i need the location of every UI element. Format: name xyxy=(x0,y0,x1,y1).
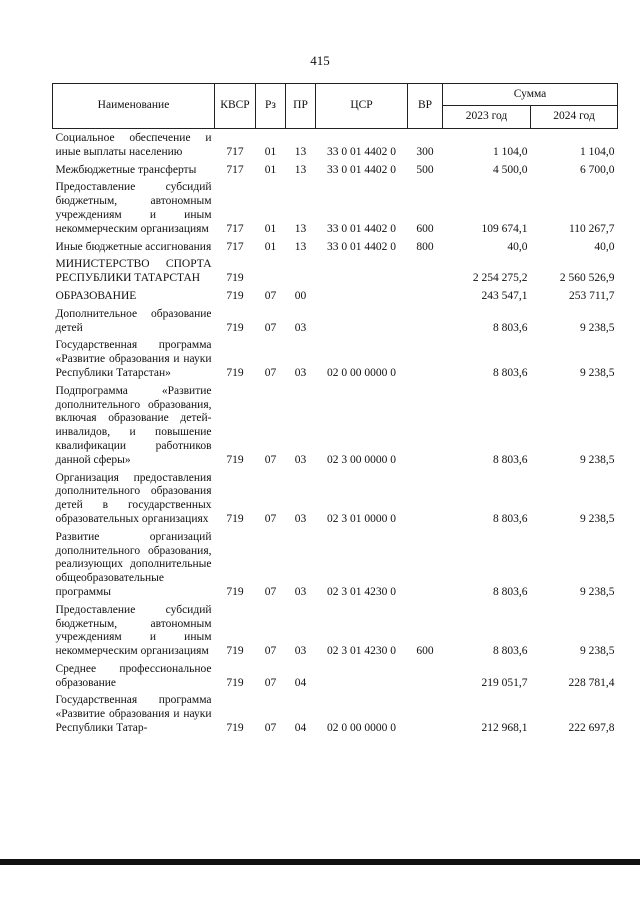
cell-pr: 03 xyxy=(294,321,307,334)
cell-kvsr: 719 xyxy=(226,585,244,598)
cell-pr: 13 xyxy=(294,145,307,158)
table-row xyxy=(53,238,618,256)
cell-pr: 13 xyxy=(294,222,307,235)
cell-csr: 33 0 01 4402 0 xyxy=(327,222,396,235)
table-header xyxy=(53,84,618,129)
cell-rz: 07 xyxy=(264,289,277,302)
cell-kvsr: 719 xyxy=(226,272,244,285)
header-sum: Сумма xyxy=(443,84,618,106)
cell-vr xyxy=(408,336,443,381)
cell-name: ОБРАЗОВАНИЕ xyxy=(55,289,137,302)
cell-pr: 13 xyxy=(294,163,307,176)
cell-sum-2023: 40,0 xyxy=(507,240,528,253)
table-body xyxy=(53,129,618,737)
cell-sum-2023: 1 104,0 xyxy=(493,145,528,158)
header-csr: ЦСР xyxy=(316,84,408,129)
cell-pr: 04 xyxy=(294,676,307,689)
cell-pr: 03 xyxy=(294,453,307,466)
cell-sum-2023: 8 803,6 xyxy=(493,453,528,466)
cell-sum-2023: 8 803,6 xyxy=(493,585,528,598)
cell-csr: 33 0 01 4402 0 xyxy=(327,163,396,176)
cell-sum-2024: 6 700,0 xyxy=(580,163,615,176)
cell-csr: 33 0 01 4402 0 xyxy=(327,145,396,158)
cell-rz: 01 xyxy=(264,145,277,158)
cell-sum-2024: 253 711,7 xyxy=(568,289,615,302)
cell-name: Развитие организаций дополнительного образования, реализующих дополнительные общеобразовательные программы xyxy=(55,530,212,598)
cell-pr: 03 xyxy=(294,366,307,379)
cell-sum-2023: 8 803,6 xyxy=(493,321,528,334)
cell-pr: 04 xyxy=(294,722,307,735)
header-year-2024: 2024 год xyxy=(531,106,618,129)
header-name: Наименование xyxy=(53,84,215,129)
cell-sum-2024: 228 781,4 xyxy=(568,676,615,689)
cell-rz: 01 xyxy=(264,240,277,253)
cell-sum-2024: 222 697,8 xyxy=(568,722,615,735)
bottom-scan-border xyxy=(0,859,640,865)
cell-rz xyxy=(256,255,286,287)
cell-rz: 07 xyxy=(264,722,277,735)
cell-kvsr: 719 xyxy=(226,366,244,379)
cell-name: Межбюджетные трансферты xyxy=(55,163,197,176)
cell-csr xyxy=(316,660,408,692)
cell-kvsr: 717 xyxy=(226,145,244,158)
cell-pr xyxy=(286,255,316,287)
cell-kvsr: 719 xyxy=(226,289,244,302)
cell-sum-2024: 9 238,5 xyxy=(580,512,615,525)
cell-name: Среднее профессиональное образование xyxy=(55,662,212,689)
cell-rz: 07 xyxy=(264,321,277,334)
cell-pr: 03 xyxy=(294,512,307,525)
header-pr: ПР xyxy=(286,84,316,129)
table-row xyxy=(53,178,618,237)
cell-sum-2023: 2 254 275,2 xyxy=(472,272,528,285)
cell-sum-2023: 109 674,1 xyxy=(481,222,528,235)
cell-sum-2024: 40,0 xyxy=(594,240,615,253)
cell-vr xyxy=(408,691,443,736)
cell-vr: 300 xyxy=(416,145,434,158)
table-row xyxy=(53,528,618,601)
cell-vr xyxy=(408,660,443,692)
cell-sum-2024: 110 267,7 xyxy=(568,222,615,235)
cell-rz: 01 xyxy=(264,163,277,176)
cell-name: Предоставление субсидий бюджетным, автономным учреждениям и иным некоммерческим организациям xyxy=(55,603,212,658)
cell-name: Социальное обеспечение и иные выплаты населению xyxy=(55,132,212,158)
cell-pr: 03 xyxy=(294,585,307,598)
cell-csr xyxy=(316,255,408,287)
cell-name: МИНИСТЕРСТВО СПОРТА РЕСПУБЛИКИ ТАТАРСТАН xyxy=(55,258,212,285)
cell-name: Государственная программа «Развитие образования и науки Республики Татар- xyxy=(55,694,212,735)
table-row xyxy=(53,660,618,692)
cell-csr: 02 3 01 4230 0 xyxy=(327,585,396,598)
cell-name: Организация предоставления дополнительного образования детей в государственных образовательных организациях xyxy=(55,471,212,525)
cell-vr xyxy=(408,305,443,337)
header-rz: Рз xyxy=(256,84,286,129)
cell-csr: 02 0 00 0000 0 xyxy=(327,366,396,379)
cell-kvsr: 719 xyxy=(226,645,244,658)
cell-sum-2023: 8 803,6 xyxy=(493,512,528,525)
cell-vr: 600 xyxy=(416,222,434,235)
table-row xyxy=(53,129,618,161)
cell-sum-2024: 2 560 526,9 xyxy=(559,272,615,285)
table-row xyxy=(53,601,618,660)
cell-name: Дополнительное образование детей xyxy=(55,307,212,334)
table-row xyxy=(53,469,618,528)
cell-kvsr: 717 xyxy=(226,240,244,253)
cell-pr: 03 xyxy=(294,645,307,658)
cell-rz: 07 xyxy=(264,676,277,689)
cell-sum-2024: 1 104,0 xyxy=(580,145,615,158)
cell-vr: 500 xyxy=(416,163,434,176)
cell-csr: 02 0 00 0000 0 xyxy=(327,722,396,735)
table-row xyxy=(53,161,618,179)
cell-rz: 07 xyxy=(264,645,277,658)
cell-vr xyxy=(408,469,443,528)
cell-kvsr: 719 xyxy=(226,676,244,689)
cell-rz: 07 xyxy=(264,512,277,525)
page-number: 415 xyxy=(310,53,330,68)
cell-csr xyxy=(316,305,408,337)
cell-vr xyxy=(408,382,443,469)
cell-kvsr: 719 xyxy=(226,722,244,735)
table-row xyxy=(53,287,618,305)
cell-csr: 02 3 01 0000 0 xyxy=(327,512,396,525)
cell-csr xyxy=(316,287,408,305)
cell-rz: 07 xyxy=(264,585,277,598)
cell-vr xyxy=(408,528,443,601)
cell-kvsr: 717 xyxy=(226,222,244,235)
table-row xyxy=(53,255,618,287)
table-row xyxy=(53,691,618,736)
table-row xyxy=(53,305,618,337)
header-vr: ВР xyxy=(408,84,443,129)
cell-csr: 02 3 00 0000 0 xyxy=(327,453,396,466)
cell-sum-2023: 4 500,0 xyxy=(493,163,528,176)
header-kvsr: КВСР xyxy=(215,84,256,129)
cell-sum-2024: 9 238,5 xyxy=(580,366,615,379)
cell-kvsr: 717 xyxy=(226,163,244,176)
budget-table xyxy=(52,83,618,737)
cell-name: Подпрограмма «Развитие дополнительного образования, включая образование детей-инвалидов, и повышение квалификации работников данной сферы» xyxy=(55,384,212,466)
cell-csr: 02 3 01 4230 0 xyxy=(327,645,396,658)
cell-name: Иные бюджетные ассигнования xyxy=(55,240,212,253)
cell-sum-2023: 8 803,6 xyxy=(493,366,528,379)
cell-name: Предоставление субсидий бюджетным, автономным учреждениям и иным некоммерческим организациям xyxy=(55,181,212,235)
cell-rz: 01 xyxy=(264,222,277,235)
cell-sum-2024: 9 238,5 xyxy=(580,321,615,334)
table-row xyxy=(53,382,618,469)
cell-vr: 800 xyxy=(416,240,434,253)
cell-pr: 13 xyxy=(294,240,307,253)
cell-sum-2024: 9 238,5 xyxy=(580,645,615,658)
cell-sum-2023: 8 803,6 xyxy=(493,645,528,658)
cell-pr: 00 xyxy=(294,289,307,302)
cell-vr: 600 xyxy=(416,645,434,658)
cell-sum-2024: 9 238,5 xyxy=(580,585,615,598)
cell-vr xyxy=(408,287,443,305)
cell-kvsr: 719 xyxy=(226,453,244,466)
cell-sum-2023: 219 051,7 xyxy=(481,676,528,689)
cell-name: Государственная программа «Развитие образования и науки Республики Татарстан» xyxy=(55,339,212,379)
cell-sum-2024: 9 238,5 xyxy=(580,453,615,466)
cell-kvsr: 719 xyxy=(226,321,244,334)
table-row xyxy=(53,336,618,381)
cell-sum-2023: 212 968,1 xyxy=(481,722,528,735)
cell-csr: 33 0 01 4402 0 xyxy=(327,240,396,253)
cell-kvsr: 719 xyxy=(226,512,244,525)
cell-vr xyxy=(408,255,443,287)
cell-rz: 07 xyxy=(264,453,277,466)
cell-rz: 07 xyxy=(264,366,277,379)
header-year-2023: 2023 год xyxy=(443,106,531,129)
cell-sum-2023: 243 547,1 xyxy=(481,289,528,302)
